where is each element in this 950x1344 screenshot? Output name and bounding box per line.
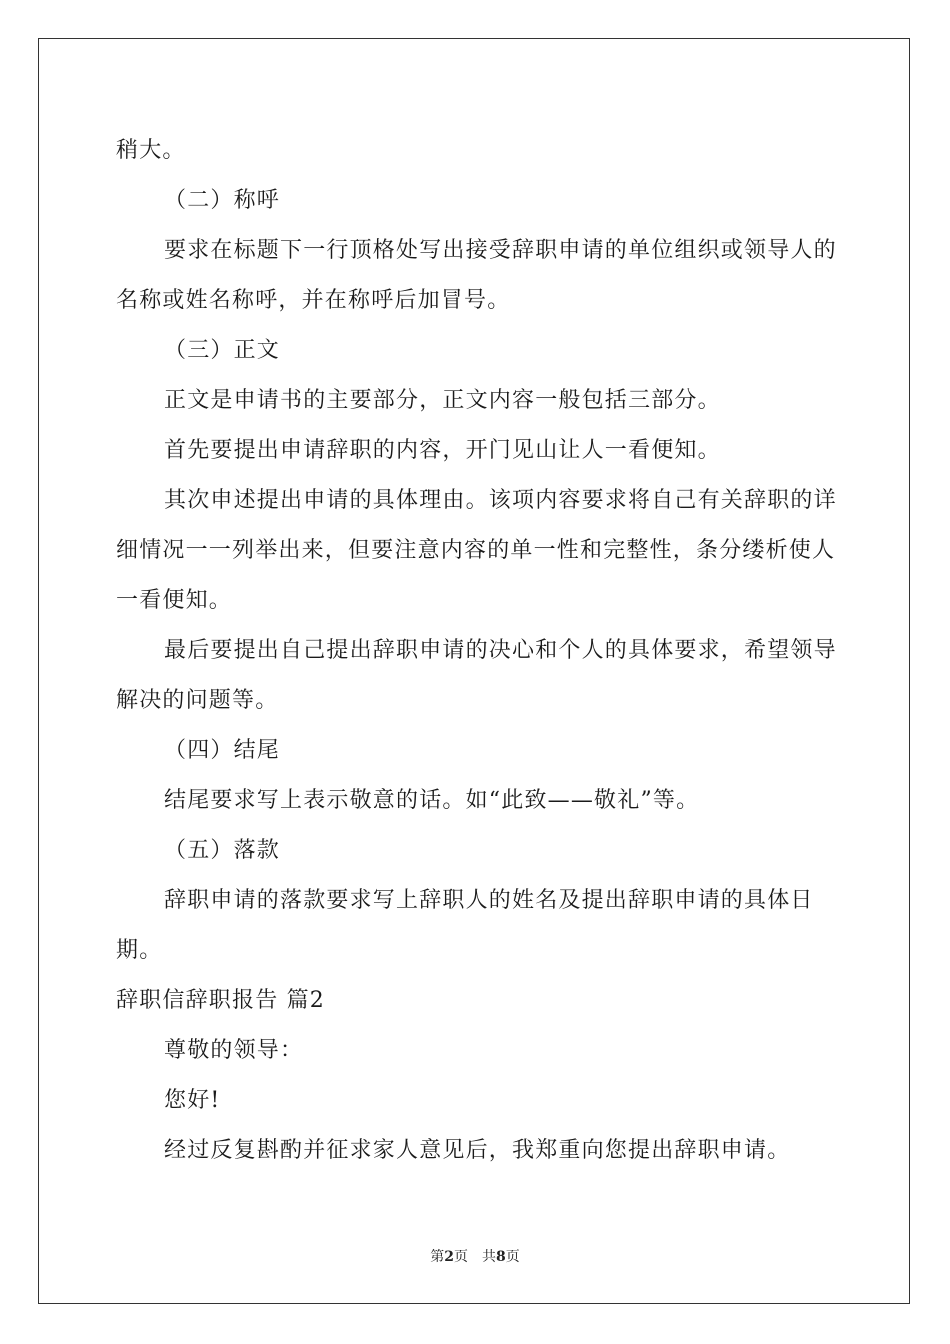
section-heading: （五）落款: [164, 838, 281, 863]
section-heading: （二）称呼: [164, 188, 281, 213]
section-heading: （三）正文: [164, 338, 281, 363]
greeting: 您好!: [164, 1088, 221, 1113]
document-body: [116, 126, 840, 1176]
paragraph: 结尾要求写上表示敬意的话。如“此致——敬礼”等。: [164, 788, 700, 813]
paragraph: 其次申述提出申请的具体理由。该项内容要求将自己有关辞职的详细情况一一列举出来，但要注意内容的单一性和完整性，条分缕析使人一看便知。: [116, 488, 837, 613]
salutation: 尊敬的领导：: [164, 1038, 304, 1063]
page-prefix: 第: [430, 1249, 445, 1265]
article-title: 辞职信辞职报告 篇2: [116, 988, 325, 1013]
page-footer: [0, 1246, 950, 1266]
paragraph: 稍大。: [116, 138, 186, 163]
total-pages: 8: [496, 1249, 506, 1265]
total-suffix: 页: [505, 1249, 520, 1265]
paragraph: 最后要提出自己提出辞职申请的决心和个人的具体要求，希望领导解决的问题等。: [116, 638, 837, 713]
section-heading: （四）结尾: [164, 738, 281, 763]
page-suffix: 页: [454, 1249, 468, 1265]
page-number: 2: [444, 1249, 454, 1265]
paragraph: 正文是申请书的主要部分，正文内容一般包括三部分。: [164, 388, 721, 413]
paragraph: 要求在标题下一行顶格处写出接受辞职申请的单位组织或领导人的名称或姓名称呼，并在称呼后加冒号。: [116, 238, 837, 313]
paragraph: 辞职申请的落款要求写上辞职人的姓名及提出辞职申请的具体日期。: [116, 888, 814, 963]
paragraph: 首先要提出申请辞职的内容，开门见山让人一看便知。: [164, 438, 721, 463]
paragraph: 经过反复斟酌并征求家人意见后，我郑重向您提出辞职申请。: [164, 1138, 791, 1163]
total-prefix: 共: [482, 1249, 496, 1265]
